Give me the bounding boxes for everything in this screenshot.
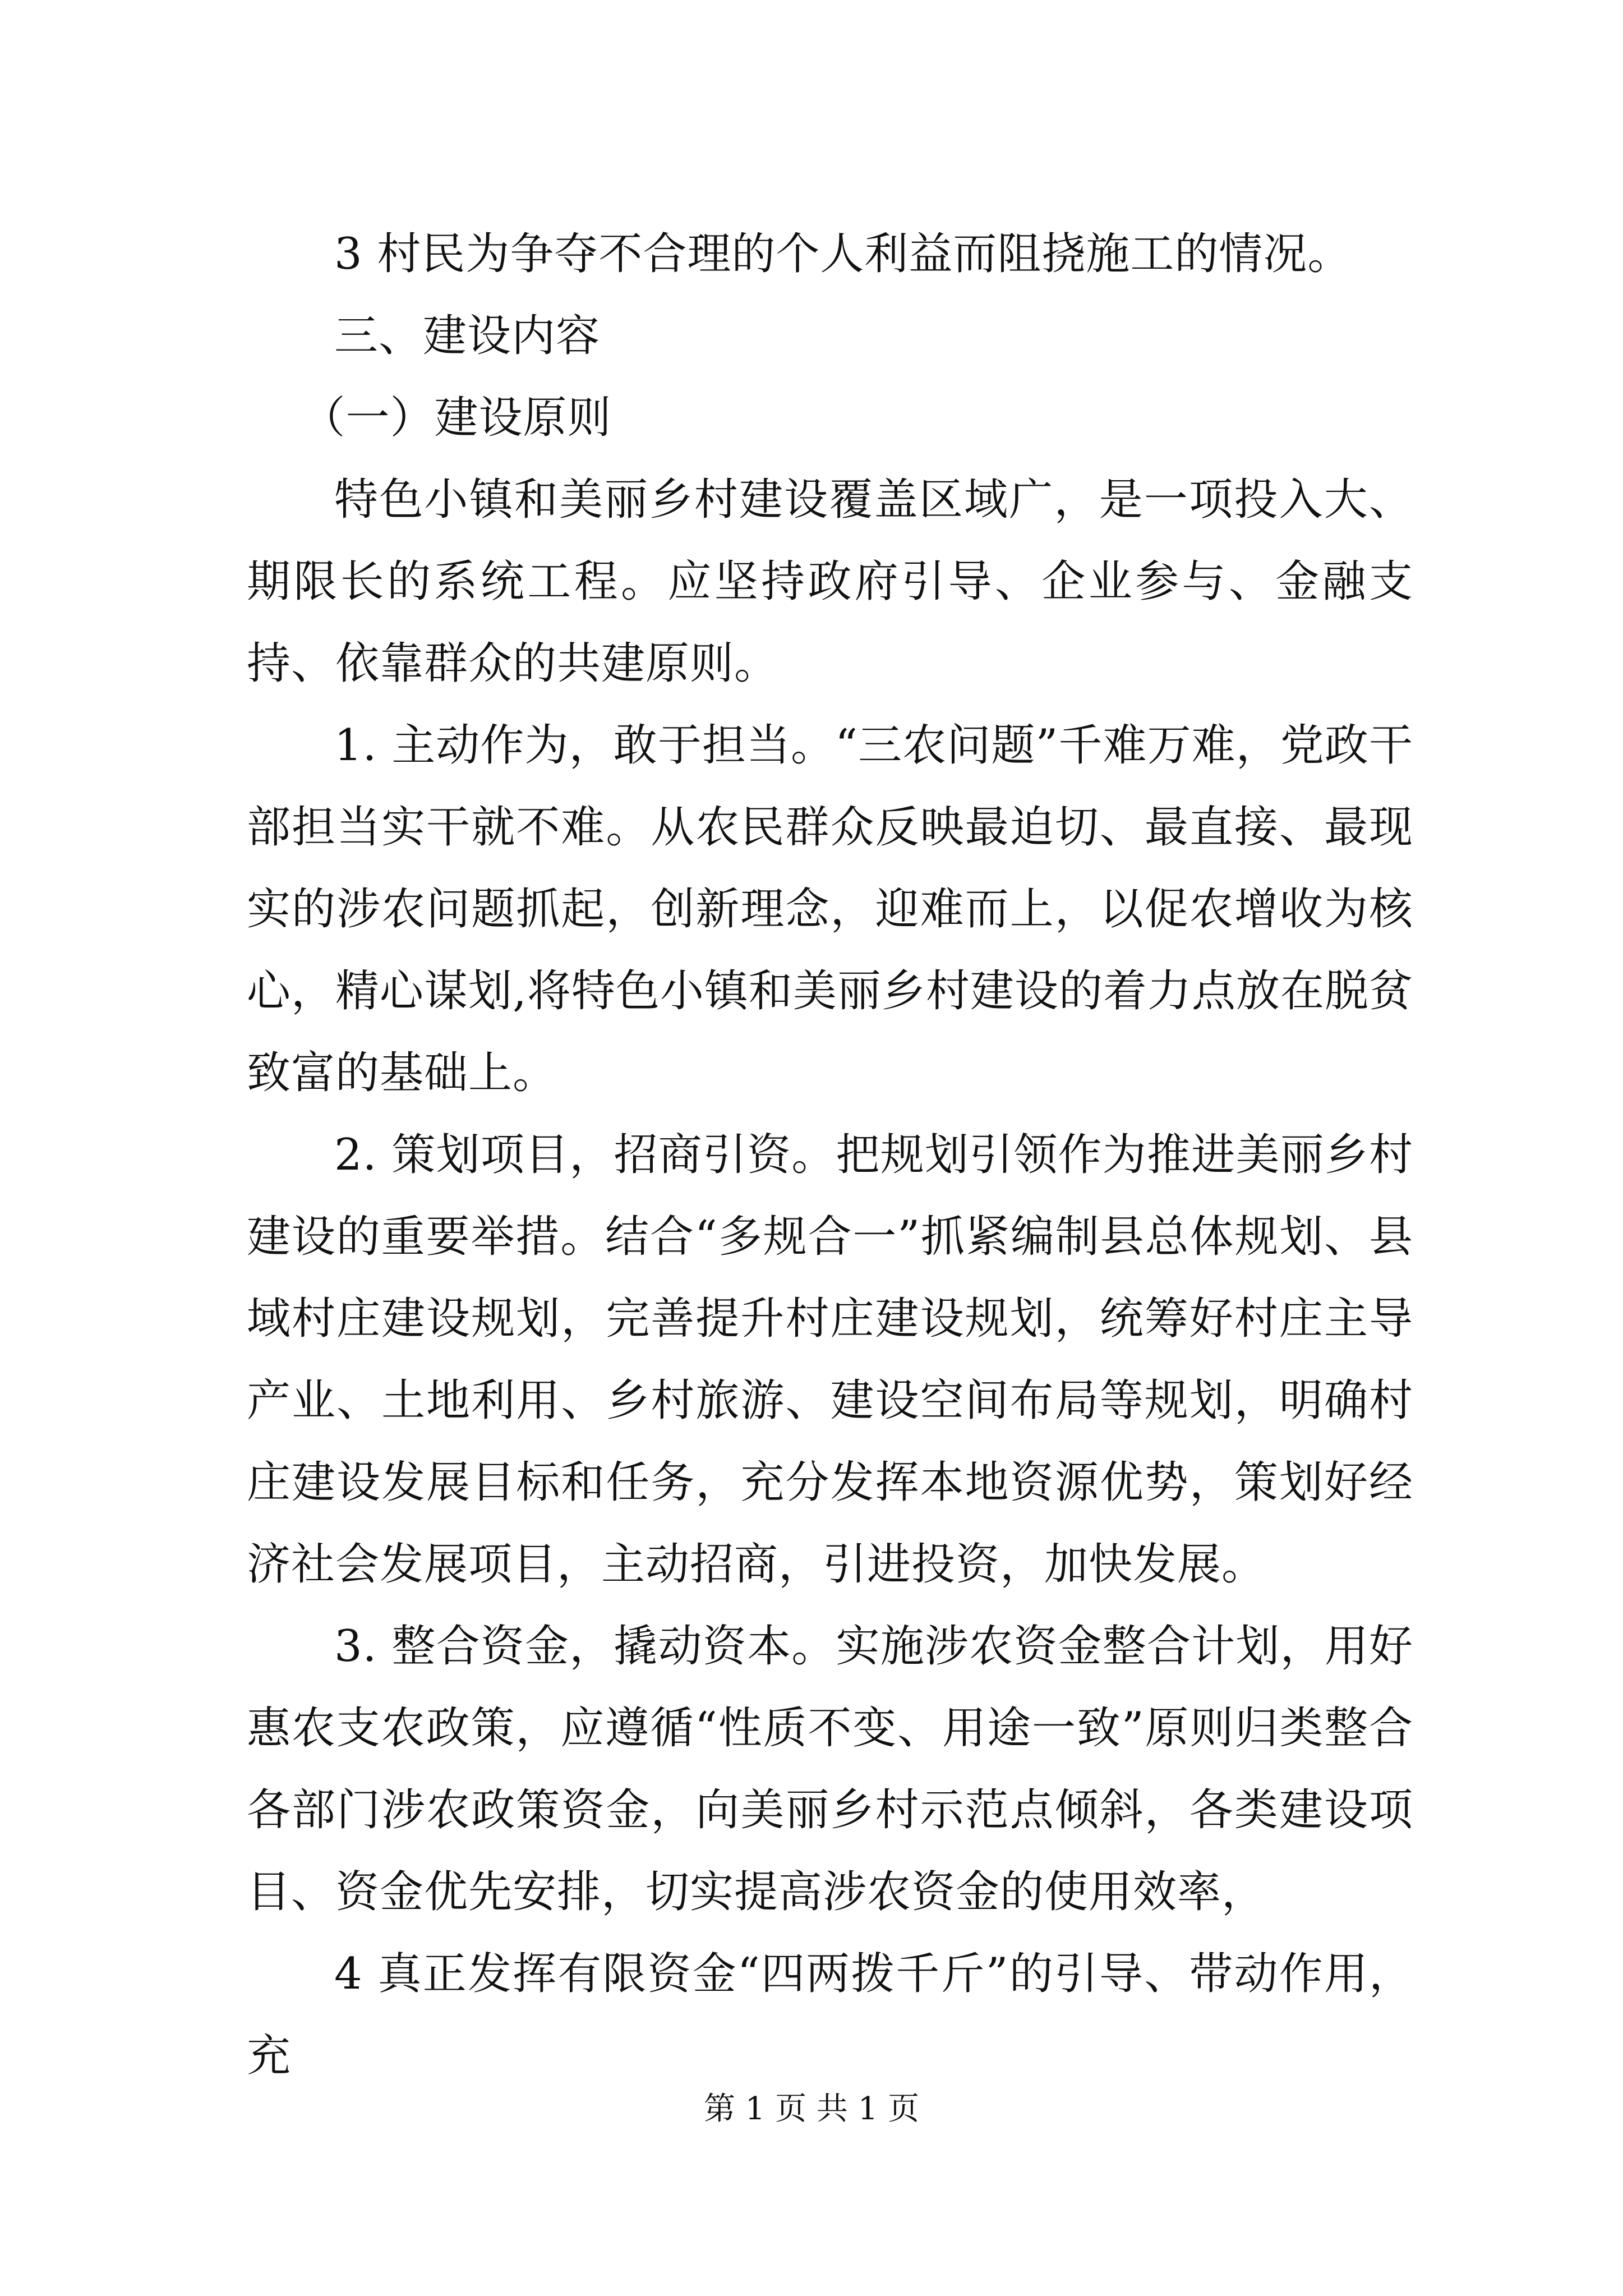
section-heading-construction-content: 三、建设内容	[334, 311, 601, 361]
paragraph-principles-intro: 特色小镇和美丽乡村建设覆盖区域广，是一项投入大、期限长的系统工程。应坚持政府引导、企业参与、金融支持、依靠群众的共建原则。	[247, 475, 1413, 689]
page-number-label: 第 1 页 共 1 页	[703, 2091, 920, 2127]
paragraph-village-obstruction: 3 村民为争夺不合理的个人利益而阻挠施工的情况。	[334, 229, 1352, 279]
paragraph-item-4: 4 真正发挥有限资金“四两拨千斤”的引导、带动作用，充	[247, 1949, 1413, 2081]
paragraph-item-2: 2. 策划项目，招商引资。把规划引领作为推进美丽乡村建设的重要举措。结合“多规合一”抓紧编制县总体规划、县域村庄建设规划，完善提升村庄建设规划，统筹好村庄主导产业、土地利用、乡村旅游、建设空间布局等规划，明确村庄建设发展目标和任务，充分发挥本地资源优势，策划好经济社会发展项目，主动招商，引进投资，加快发展。	[247, 1130, 1413, 1590]
subsection-heading-principles: （一）建设原则	[301, 393, 612, 443]
document-body	[247, 213, 1413, 2097]
page-footer	[0, 2090, 1623, 2129]
paragraph-item-1: 1. 主动作为，敢于担当。“三农问题”千难万难，党政干部担当实干就不难。从农民群众反映最迫切、最直接、最现实的涉农问题抓起，创新理念，迎难而上，以促农增收为核心，精心谋划,将特色小镇和美丽乡村建设的着力点放在脱贫致富的基础上。	[247, 720, 1413, 1098]
paragraph-item-3: 3. 整合资金，撬动资本。实施涉农资金整合计划，用好惠农支农政策，应遵循“性质不变、用途一致”原则归类整合各部门涉农政策资金，向美丽乡村示范点倾斜，各类建设项目、资金优先安排，切实提高涉农资金的使用效率，	[247, 1621, 1413, 1917]
